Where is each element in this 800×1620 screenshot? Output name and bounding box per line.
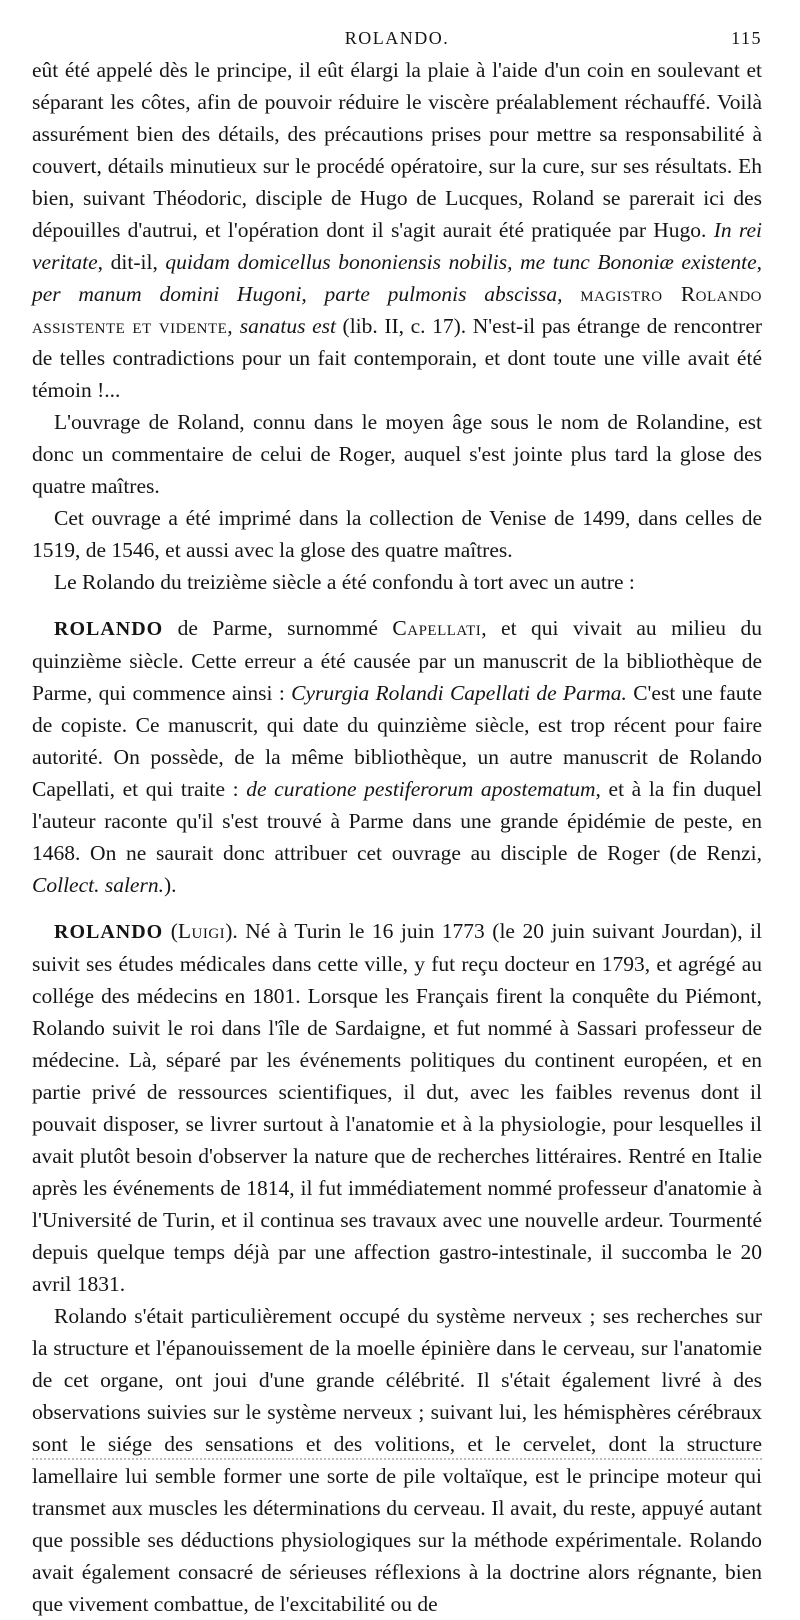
latin-quote: sanatus est bbox=[239, 314, 336, 338]
paragraph-nervous-system: Rolando s'était particulièrement occupé du système nerveux ; ses recherches sur la structure et l'épanouissement de la moelle épinière dans le cerveau, sur l'anatomie de cet organe, ont joui d'une grande célébrité. Il s'était également livré à des observations suivies sur le système nerveux ; suivant lui, les hémisphères cérébraux sont le siége des sensations et des volitions, et le cervelet, dont la structure lamellaire lui semble former une sorte de pile voltaïque, est le principe moteur qui transmet aux muscles les déterminations du cerveau. Il avait, du reste, appuyé autant que possible ses déductions physiologiques sur la méthode expérimentale. Rolando avait également consacré de sérieuses réflexions à la doctrine alors régnante, bien que vivement combattue, de l'excitabilité ou de bbox=[32, 1304, 762, 1616]
text-run: ). Né à Turin le 16 juin 1773 (le 20 juin suivant Jourdan), il suivit ses études médicales dans cette ville, y fut reçu docteur en 1793, et agrégé au collége des médecins en 1801. Lorsque les Français firent la conquête du Piémont, Rolando suivit le roi dans l'île de Sardaigne, et fut nommé à Sassari professeur de médecine. Là, séparé par les événements politiques du continent européen, et en partie privé de ressources scientifiques, il dut, avec les faibles revenus dont il pouvait disposer, se livrer surtout à l'anatomie et à la physiologie, pour lesquelles il avait plutôt besoin d'observer la nature que de recherches littéraires. Rentré en Italie après les événements de 1814, il fut immédiatement nommé professeur d'anatomie à l'Université de Turin, et il continua ses travaux avec une nouvelle ardeur. Tourmenté depuis quelque temps déjà par une affection gastro-intestinale, il succomba le 20 avril 1831. bbox=[32, 919, 762, 1296]
paragraph-continuation bbox=[32, 54, 762, 406]
paragraph-rolandine: L'ouvrage de Roland, connu dans le moyen âge sous le nom de Rolandine, est donc un commentaire de celui de Roger, auquel s'est jointe plus tard la glose des quatre maîtres. bbox=[32, 410, 762, 498]
latin-quote: In rei veritate bbox=[32, 218, 762, 274]
latin-quote: quidam domicellus bononiensis nobilis, me tunc Bononiæ existente, per manum domini Hugoni, parte pulmonis abscissa, bbox=[32, 250, 762, 306]
entry-rolando-capellati bbox=[32, 612, 762, 901]
citation-title: Collect. salern. bbox=[32, 873, 164, 897]
text-run bbox=[233, 314, 240, 338]
paragraph-confusion: Le Rolando du treizième siècle a été confondu à tort avec un autre : bbox=[54, 570, 635, 594]
paragraph-editions: Cet ouvrage a été imprimé dans la collection de Venise de 1499, dans celles de 1519, de 1546, et aussi avec la glose des quatre maîtres. bbox=[32, 506, 762, 562]
text-run: C'est une faute de copiste. Ce manuscrit, qui date du quinzième siècle, est trop récent pour faire autorité. On possède, de la même bibliothèque, un autre manuscrit de Rolando Capellati, et qui traite : bbox=[32, 681, 762, 801]
text-run: , dit-il, bbox=[97, 250, 166, 274]
given-name-smallcaps: Luigi bbox=[177, 919, 226, 943]
entry-rolando-luigi bbox=[32, 915, 762, 1300]
text-run: de Parme, surnommé bbox=[163, 616, 393, 640]
text-run bbox=[563, 282, 581, 306]
page-number: 115 bbox=[731, 28, 762, 48]
entry-headword: ROLANDO bbox=[54, 618, 164, 640]
manuscript-title: Cyrurgia Rolandi Capellati de Parma. bbox=[291, 681, 627, 705]
text-run: eût été appelé dès le principe, il eût élargi la plaie à l'aide d'un coin en soulevant et séparant les côtes, afin de pouvoir réduire le viscère préalablement réchauffé. Voilà assurément bien des détails, des précautions prises pour mettre sa responsabilité à couvert, détails minutieux sur le procédé opératoire, sur la cure, sur ses résultats. Eh bien, suivant Théodoric, disciple de Hugo de Lucques, Roland se parerait ici des dépouilles d'autrui, et l'opération dont il s'agit aurait été pratiquée par Hugo. bbox=[32, 58, 762, 242]
running-header bbox=[32, 28, 762, 54]
text-run: (lib. II, c. 17). N'est-il pas étrange de rencontrer de telles contradictions pour un fait contemporain, et dont toute une ville avait été témoin !... bbox=[32, 314, 763, 402]
running-title: ROLANDO. bbox=[344, 28, 450, 48]
text-run: , et qui vivait au milieu du quinzième siècle. Cette erreur a été causée par un manuscrit de la bibliothèque de Parme, qui commence ainsi : bbox=[32, 616, 762, 705]
text-run: ( bbox=[163, 919, 178, 943]
body-text bbox=[32, 54, 762, 1620]
text-run: , et à la fin duquel l'auteur raconte qu'il s'est trouvé à Parme dans une grande épidémie de peste, en 1468. On ne saurait donc attribuer cet ouvrage au disciple de Roger (de Renzi, bbox=[32, 777, 763, 865]
manuscript-title: de curatione pestiferorum apostematum bbox=[246, 777, 596, 801]
surname-smallcaps: Capellati bbox=[392, 616, 482, 640]
latin-smallcaps: magistro Rolando assistente et vidente, bbox=[32, 282, 762, 338]
text-run: ). bbox=[163, 873, 177, 897]
entry-headword: ROLANDO bbox=[54, 921, 164, 943]
bottom-dotted-rule bbox=[32, 1458, 762, 1460]
